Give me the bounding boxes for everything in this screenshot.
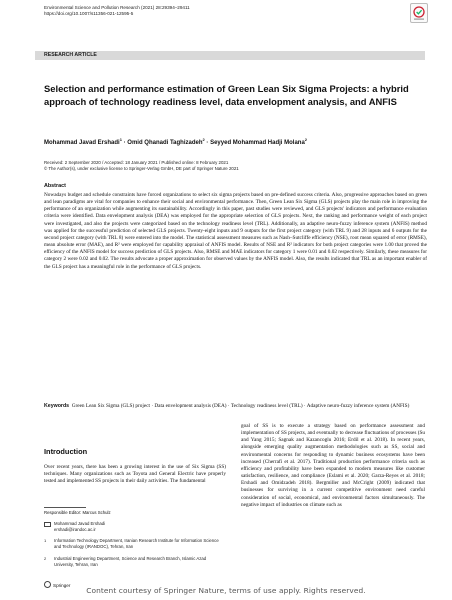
corresponding-email[interactable]: ershadi@irandoc.ac.ir xyxy=(54,527,96,532)
courtesy-watermark: Content courtesy of Springer Nature, terms of use apply. Rights reserved. xyxy=(86,586,366,595)
corresponding-author xyxy=(44,521,226,533)
corresponding-author-name: Mohammad Javad Ershadi xyxy=(54,521,106,526)
abstract-text: Nowadays budget and schedule constraints have forced organizations to select six sigma projects based on pre-defined success criteria. Also, progressive approaches based on green and lean paradigms are vital for companies to enhance their social and environmental performance. Then, Green Lean Six Sigma (GLS) projects play the main role in improving the performance of an organization while augmenting its sustainability. Accordingly in this paper, past studies were reviewed, and GLS projects' indicators and performance evaluation criteria were identified. Data envelopment analysis (DEA) was employed for the appropriate selection of GLS projects. Next, the ranking and performance weight of each project were investigated, and also the projects were categorized based on the technology readiness level (TRL). Additionally, an adaptive neuro-fuzzy inference system (ANFIS) method was applied for the successful prediction of selected GLS projects. Twenty-eight inputs and 9 outputs for the first project category (with TRL 9) and 28 inputs and 6 outputs for the second project category (with TRL 8) were entered into the model. The statistical assessment measures such as Nash–Sutcliffe efficiency (NSE), root mean squared of error (RMSE), mean absolute error (MAE), and R² were employed for capability appraisal of ANFIS model. Results of NSE and R² indicators for both project categories were 1.00 that proved the efficiency of the ANFIS model for success prediction of GLS projects. Also, RMSE and MAE indicators for category 1 were 0.01 and 0.02 respectively. Similarly, these measures for category 2 were 0.02 and 0.02. The results advocate a proper approximation for observed values by the ANFIS model. Also, the results indicated that TRL as an important enabler of the GLS project has a meaningful role in the performance of GLS projects. xyxy=(44,192,427,270)
keywords-text: Green Lean Six Sigma (GLS) project · Data envelopment analysis (DEA) · Technology readiness level (TRL) · Adaptive neuro-fuzzy inference system (ANFIS) xyxy=(71,403,410,409)
affiliation-2-text: Industrial Engineering Department, Science and Research Branch, Islamic Azad University, Tehran, Iran xyxy=(54,556,207,567)
affiliation-mark: 1 xyxy=(119,137,122,142)
history-dates: Received: 2 September 2020 / Accepted: 18 January 2021 / Published online: 8 February 2021 xyxy=(44,160,229,165)
author-list xyxy=(44,136,424,147)
author-separator: · xyxy=(204,140,211,146)
author-name[interactable]: Seyyed Mohammad Hadji Molana xyxy=(210,140,305,146)
abstract-heading: Abstract xyxy=(44,183,66,189)
footnote-divider xyxy=(44,507,86,508)
affiliation-mark: 2 xyxy=(304,137,308,142)
check-for-updates-icon[interactable] xyxy=(410,3,428,23)
introduction-right-column: goal of SS is to execute a strategy based on performance assessment and implementation of SS projects, and eventually to decrease fluctuations of processes (Su and Yang 2015; Sagnak and Kazancoglu 2016; Erdil et al. 2018). In recent years, alongside emerging quality augmentation methodologies such as SS, social and environmental concerns for responding to dynamic business ecosystems have been increased (Cherrafi et al. 2017). Traditional production performance criteria such as efficiency and profitability have been expanded to modern measures like customer satisfaction, resilience, and compliance (Eslami et al. 2020; Garza-Reyes et al. 2018; Ershadi and Omidzadeh 2018). Bergmiller and McCright (2009) indicated that businesses for surviving in a current competitive environment need careful consideration of social, economical, and environmental factors simultaneously. The negative impact of industries on climate such as xyxy=(241,423,425,508)
affiliation-2 xyxy=(44,556,226,568)
doi-link[interactable]: https://doi.org/10.1007/s11356-021-12595-5 xyxy=(44,11,134,16)
paper-title: Selection and performance estimation of Green Lean Six Sigma Projects: a hybrid approach of technology readiness level, data envelopment analysis, and ANFIS xyxy=(44,83,409,107)
article-type-label: RESEARCH ARTICLE xyxy=(44,52,97,58)
affiliation-mark: 1 xyxy=(44,538,47,543)
responsible-editor: Responsible Editor: Marcus Schulz xyxy=(44,510,111,515)
copyright-notice: © The Author(s), under exclusive license to Springer-Verlag GmbH, DE part of Springer Nature 2021 xyxy=(44,166,239,172)
author-separator: · xyxy=(121,140,128,146)
affiliation-mark: 2 xyxy=(44,556,47,561)
journal-header xyxy=(44,5,190,17)
journal-citation: Environmental Science and Pollution Research (2021) 28:29394–29411 xyxy=(44,5,190,10)
author-name[interactable]: Omid Qhanadi Taghizadeh xyxy=(127,140,203,146)
introduction-left-column: Over recent years, there has been a growing interest in the use of Six Sigma (SS) techniques. Many organizations such as Toyota and General Electric have properly tested and implemented SS projects in their daily activities. The fundamental xyxy=(44,464,226,485)
introduction-heading: Introduction xyxy=(44,447,88,456)
publisher-name: Springer xyxy=(53,583,71,588)
publication-dates xyxy=(44,160,424,172)
affiliation-1 xyxy=(44,538,226,550)
keywords xyxy=(44,403,427,410)
affiliation-1-text: Information Technology Department, Iranian Research Institute for Information Science and Technology (IRANDOC), Tehran, Iran xyxy=(54,538,219,549)
affiliation-mark: 2 xyxy=(202,137,205,142)
envelope-icon xyxy=(44,521,49,526)
keywords-label: Keywords xyxy=(44,403,70,409)
author-name[interactable]: Mohammad Javad Ershadi xyxy=(44,140,120,146)
